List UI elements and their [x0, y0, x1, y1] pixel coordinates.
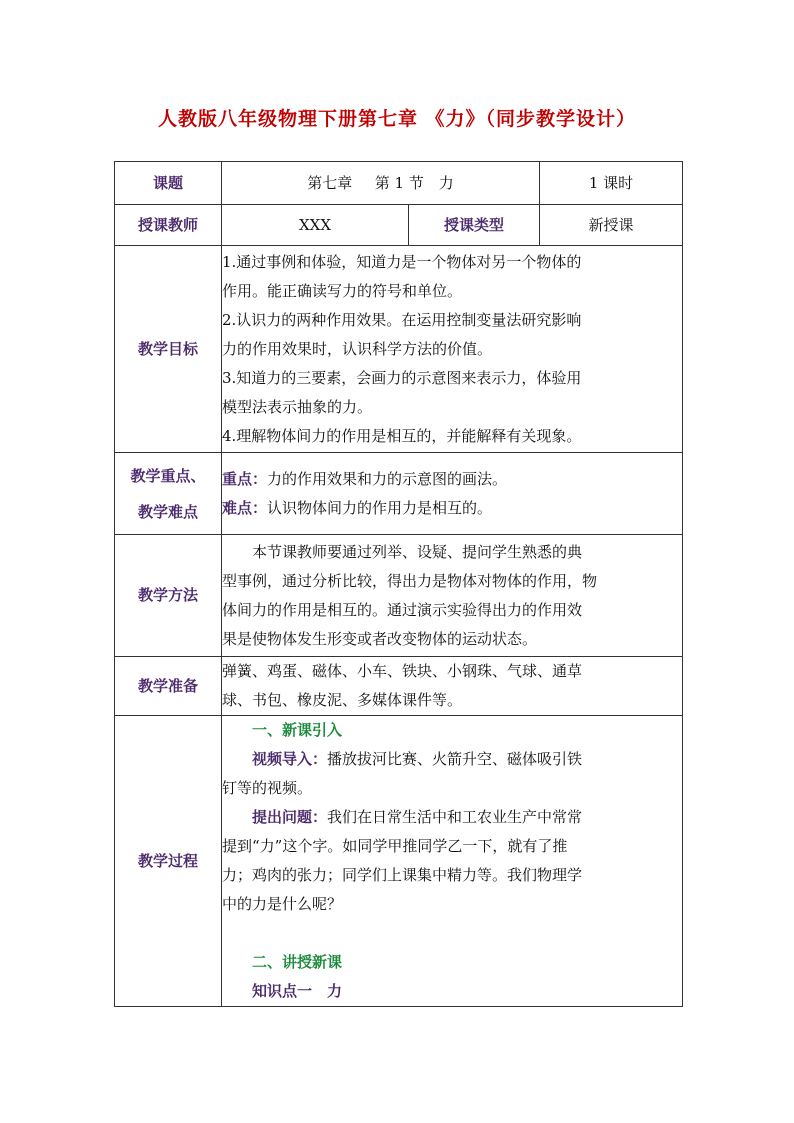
- lesson-type-value: 新授课: [540, 205, 683, 246]
- video-intro-line: 钉等的视频。: [222, 779, 313, 797]
- question-line: 提到“力”这个字。如同学甲推同学乙一下，就有了推: [222, 837, 568, 855]
- method-line: 体间力的作用是相互的。通过演示实验得出力的作用效: [222, 600, 583, 619]
- preparation-label: 教学准备: [115, 657, 222, 716]
- method-line: 本节课教师要通过列举、设疑、提问学生熟悉的典: [252, 542, 583, 561]
- preparation-line: 球、书包、橡皮泥、多媒体课件等。: [222, 691, 463, 709]
- row-method: [115, 535, 683, 657]
- video-intro-line: [222, 745, 682, 774]
- topic-name: 力: [438, 173, 454, 192]
- goals-label: 教学目标: [115, 246, 222, 453]
- row-goals: [115, 246, 683, 453]
- preparation-line: 弹簧、鸡蛋、磁体、小车、铁块、小钢珠、气球、通草: [222, 662, 583, 680]
- goals-line: 力的作用效果时，认识科学方法的价值。: [222, 339, 493, 358]
- document-title: 人教版八年级物理下册第七章 《力》（同步教学设计）: [157, 108, 637, 130]
- video-intro-label: 视频导入：: [252, 750, 328, 768]
- question-label: 提出问题：: [252, 808, 328, 826]
- section-new-lesson-intro: 一、新课引入: [252, 721, 343, 739]
- lesson-plan-table: [114, 161, 683, 1007]
- goals-line: 4.理解物体间力的作用是相互的，并能解释有关现象。: [222, 426, 582, 445]
- topic-chapter: 第七章: [307, 173, 353, 192]
- question-line: [222, 803, 682, 832]
- topic-hours: 1 课时: [540, 162, 683, 205]
- row-topic: [115, 162, 683, 205]
- difficult-point-line: [222, 494, 682, 523]
- key-points-label: [115, 453, 222, 535]
- goals-line: 模型法表示抽象的力。: [222, 397, 373, 416]
- process-label: 教学过程: [115, 716, 222, 1007]
- key-point-line: [222, 465, 682, 494]
- key-points-content: [222, 453, 683, 535]
- method-line: 型事例，通过分析比较，得出力是物体对物体的作用，物: [222, 571, 598, 590]
- teacher-value: XXX: [222, 205, 409, 246]
- topic-label: 课题: [115, 162, 222, 205]
- key-points-label-line1: 教学重点、: [130, 466, 206, 485]
- lesson-type-label: 授课类型: [409, 205, 540, 246]
- row-process: [115, 716, 683, 1007]
- question-line: 中的力是什么呢？: [222, 895, 343, 913]
- preparation-content: [222, 657, 683, 716]
- topic-section: 第 1 节: [374, 173, 424, 192]
- goals-line: 1.通过事例和体验，知道力是一个物体对另一个物体的: [222, 252, 582, 271]
- difficult-point-label: 难点：: [222, 498, 268, 517]
- goals-line: 2.认识力的两种作用效果。在运用控制变量法研究影响: [222, 310, 582, 329]
- row-teacher: [115, 205, 683, 246]
- video-intro-text: 播放拔河比赛、火箭升空、磁体吸引铁: [327, 750, 583, 768]
- goals-line: 3.知道力的三要素，会画力的示意图来表示力，体验用: [222, 368, 582, 387]
- knowledge-point-1: 知识点一 力: [252, 982, 343, 1000]
- key-points-label-line2: 教学难点: [137, 502, 198, 521]
- difficult-point-text: 认识物体间力的作用力是相互的。: [267, 498, 493, 517]
- method-content: [222, 535, 683, 657]
- question-text: 我们在日常生活中和工农业生产中常常: [327, 808, 583, 826]
- row-key-points: [115, 453, 683, 535]
- question-line: 力；鸡肉的张力；同学们上课集中精力等。我们物理学: [222, 866, 583, 884]
- section-teach-new-lesson: 二、讲授新课: [252, 953, 343, 971]
- key-point-label: 重点：: [222, 469, 268, 488]
- row-preparation: [115, 657, 683, 716]
- blank-line: [222, 919, 682, 948]
- method-label: 教学方法: [115, 535, 222, 657]
- goals-line: 作用。能正确读写力的符号和单位。: [222, 281, 463, 300]
- goals-content: [222, 246, 683, 453]
- method-line: 果是使物体发生形变或者改变物体的运动状态。: [222, 629, 538, 648]
- process-content: [222, 716, 683, 1007]
- key-point-text: 力的作用效果和力的示意图的画法。: [267, 469, 508, 488]
- teacher-label: 授课教师: [115, 205, 222, 246]
- topic-value: [222, 162, 540, 205]
